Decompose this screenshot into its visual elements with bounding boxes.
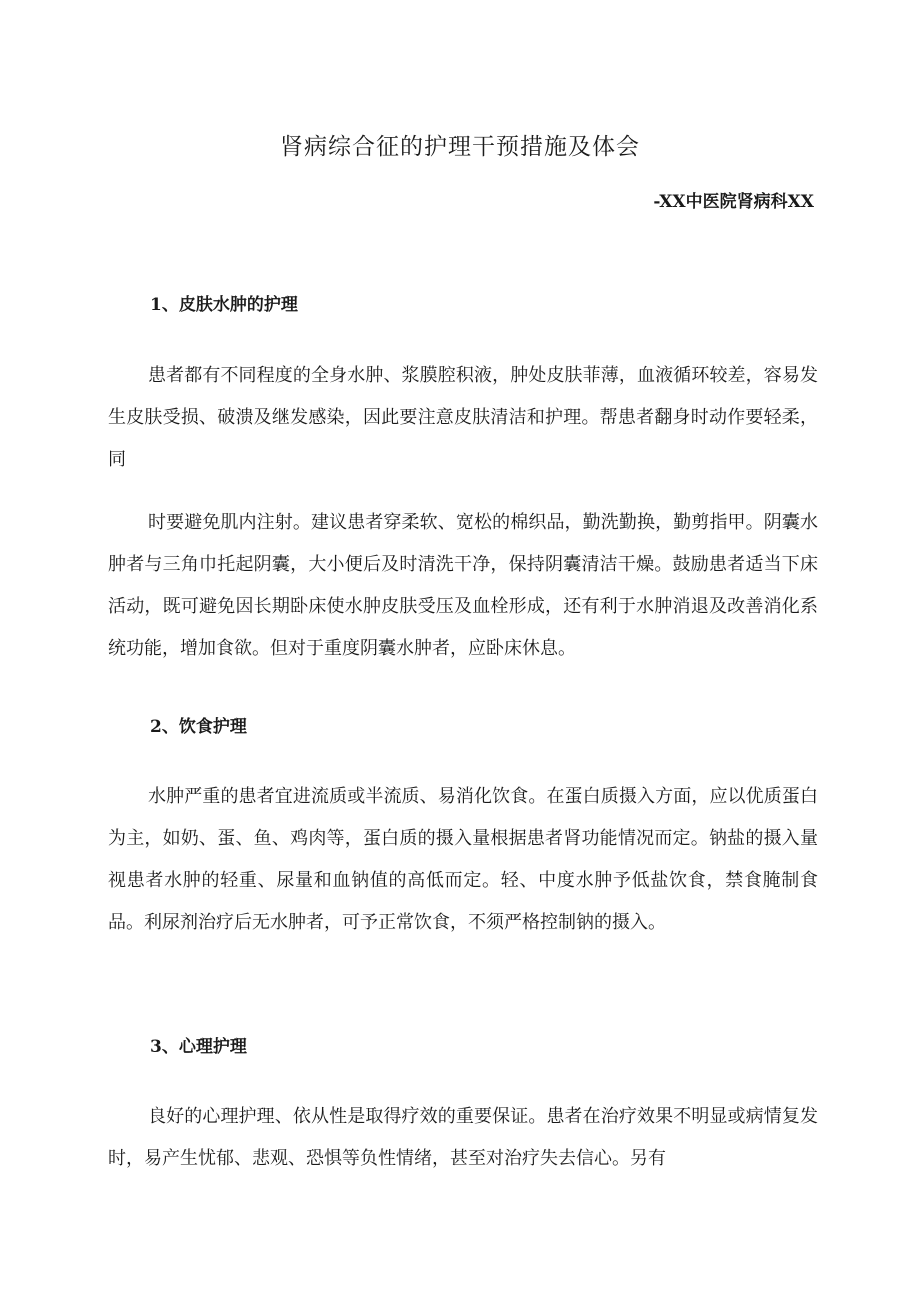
document-title: 肾病综合征的护理干预措施及体会 — [280, 134, 640, 160]
section-heading-diet: 2、饮食护理 — [150, 717, 247, 737]
paragraph-skin-edema-1: 患者都有不同程度的全身水肿、浆膜腔积液，肿处皮肤菲薄，血液循环较差，容易发生皮肤受损、破溃及继发感染，因此要注意皮肤清洁和护理。帮患者翻身时动作要轻柔，同 — [108, 365, 818, 470]
paragraph-diet: 水肿严重的患者宜进流质或半流质、易消化饮食。在蛋白质摄入方面，应以优质蛋白为主，如奶、蛋、鱼、鸡肉等，蛋白质的摄入量根据患者肾功能情况而定。钠盐的摄入量视患者水肿的轻重、尿量和血钠值的高低而定。轻、中度水肿予低盐饮食，禁食腌制食品。利尿剂治疗后无水肿者，可予正常饮食，不须严格控制钠的摄入。 — [108, 786, 818, 933]
paragraph-skin-edema-2: 时要避免肌内注射。建议患者穿柔软、宽松的棉织品，勤洗勤换，勤剪指甲。阴囊水肿者与三角巾托起阴囊，大小便后及时清洗干净，保持阴囊清洁干燥。鼓励患者适当下床活动，既可避免因长期卧床使水肿皮肤受压及血栓形成，还有利于水肿消退及改善消化系统功能，增加食欲。但对于重度阴囊水肿者，应卧床休息。 — [108, 512, 818, 659]
section-heading-skin-edema: 1、皮肤水肿的护理 — [150, 295, 298, 315]
section-heading-psychology: 3、心理护理 — [150, 1037, 247, 1057]
document-author: -XX中医院肾病科XX — [653, 192, 814, 212]
paragraph-psychology: 良好的心理护理、依从性是取得疗效的重要保证。患者在治疗效果不明显或病情复发时，易产生忧郁、悲观、恐惧等负性情绪，甚至对治疗失去信心。另有 — [108, 1106, 818, 1169]
